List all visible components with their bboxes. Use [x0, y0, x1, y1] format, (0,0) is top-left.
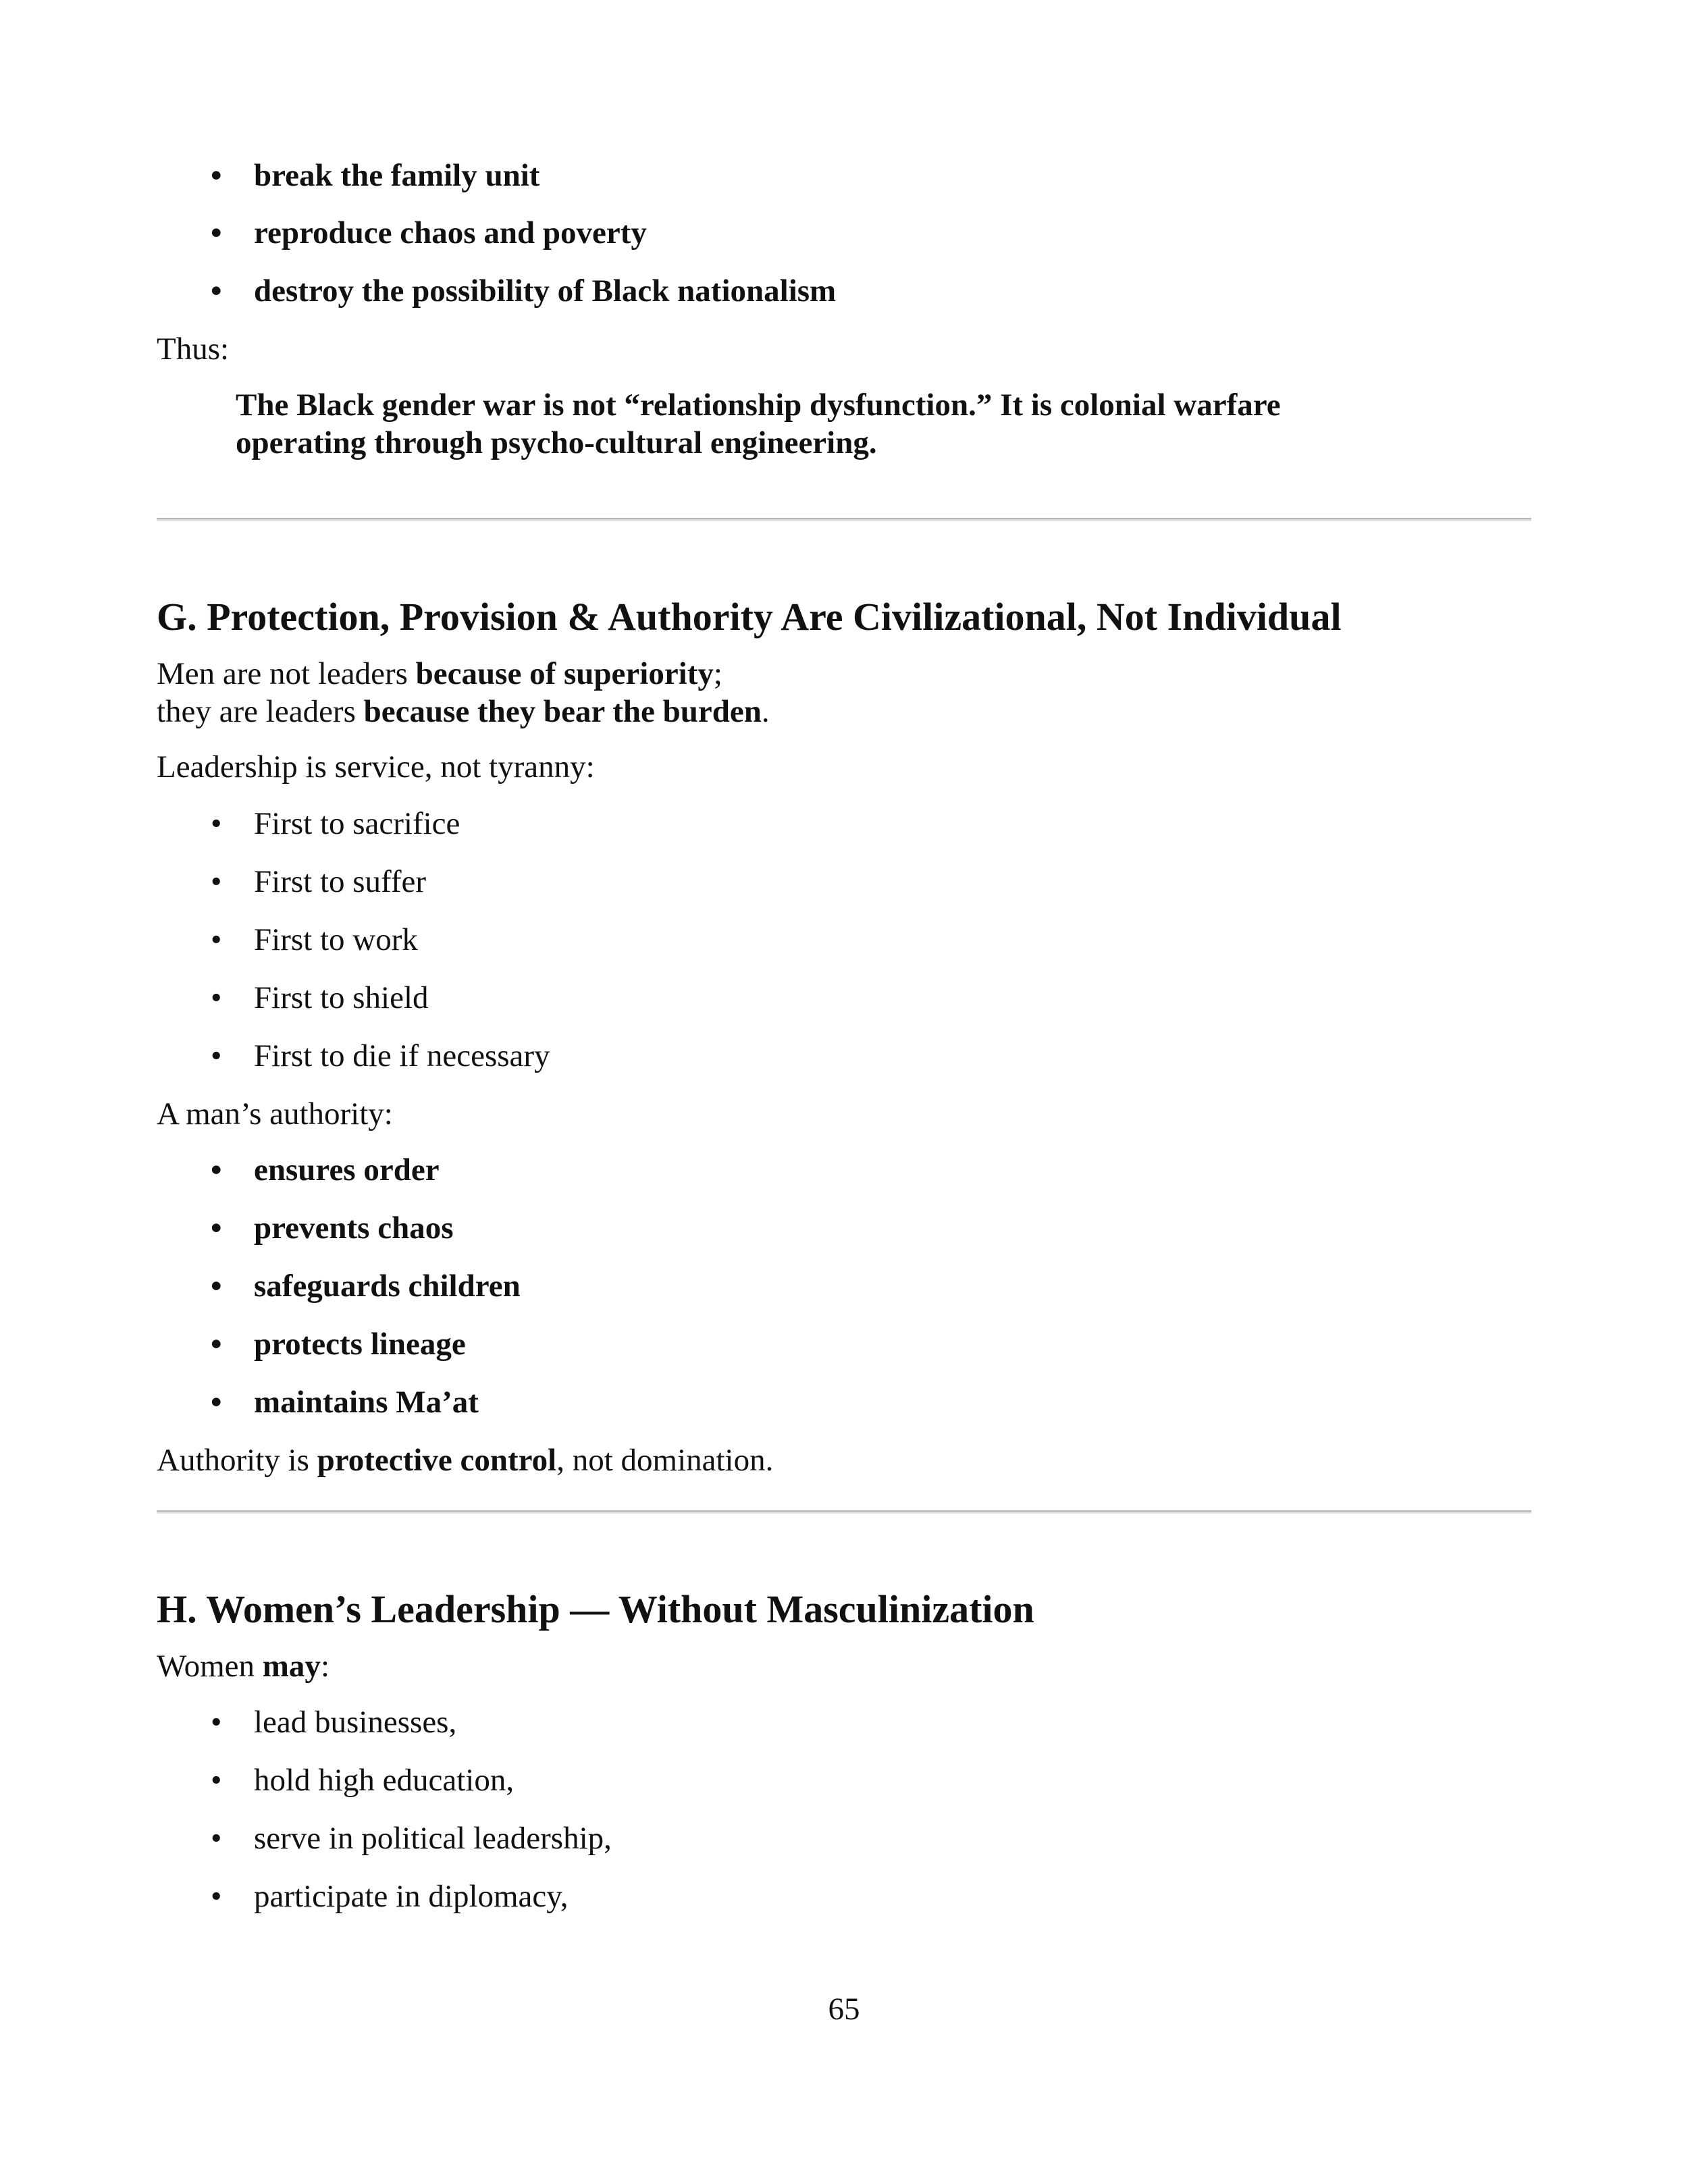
- section-g-line-1: [157, 655, 722, 693]
- bullet-icon: •: [211, 158, 222, 193]
- bullet-icon: •: [211, 922, 222, 957]
- list-item-text: First to die if necessary: [254, 1038, 550, 1073]
- page-number: 65: [828, 1992, 860, 2027]
- line-1-prefix: Men are not leaders: [157, 656, 416, 691]
- bullet-icon: •: [211, 1152, 222, 1188]
- bullet-icon: •: [211, 806, 222, 841]
- bullet-icon: •: [211, 273, 222, 309]
- list-item-text: safeguards children: [254, 1269, 521, 1304]
- bullet-icon: •: [211, 1705, 222, 1740]
- section-g-heading: G. Protection, Provision & Authority Are Civilizational, Not Individual: [157, 595, 1342, 639]
- list-item-text: participate in diplomacy,: [254, 1879, 569, 1914]
- bullet-icon: •: [211, 980, 222, 1015]
- bullet-icon: •: [211, 1327, 222, 1362]
- line-1-emphasis: because of superiority: [415, 656, 714, 691]
- women-intro: [157, 1647, 329, 1685]
- line-2-suffix: .: [761, 694, 770, 729]
- bullet-icon: •: [211, 1269, 222, 1304]
- bullet-icon: •: [211, 215, 222, 250]
- bullet-icon: •: [211, 864, 222, 899]
- bullet-icon: •: [211, 1879, 222, 1914]
- list-item-text: First to work: [254, 922, 418, 957]
- intro-prefix: Women: [157, 1649, 263, 1684]
- closing-emphasis: protective control: [317, 1443, 557, 1478]
- bullet-icon: •: [211, 1210, 222, 1246]
- list-item-text: First to suffer: [254, 864, 427, 899]
- section-divider: [157, 518, 1531, 521]
- authority-closing: [157, 1441, 773, 1479]
- intro-suffix: :: [320, 1649, 329, 1684]
- closing-suffix: , not domination.: [556, 1443, 774, 1478]
- intro-emphasis: may: [262, 1649, 321, 1684]
- block-quote-line-2: operating through psycho-cultural engineering.: [236, 425, 877, 460]
- list-item-text: First to sacrifice: [254, 806, 460, 841]
- list-item-text: ensures order: [254, 1152, 440, 1188]
- section-g-line-2: [157, 693, 770, 730]
- line-2-prefix: they are leaders: [157, 694, 364, 729]
- bullet-icon: •: [211, 1821, 222, 1856]
- thus-label: Thus:: [157, 331, 230, 367]
- block-quote-line-1: The Black gender war is not “relationship dysfunction.” It is colonial warfare: [236, 388, 1281, 423]
- closing-prefix: Authority is: [157, 1443, 317, 1478]
- list-item-text: destroy the possibility of Black nationalism: [254, 273, 837, 309]
- authority-intro: A man’s authority:: [157, 1096, 393, 1131]
- bullet-icon: •: [211, 1763, 222, 1798]
- section-h-heading: H. Women’s Leadership — Without Masculinization: [157, 1587, 1034, 1631]
- bullet-icon: •: [211, 1038, 222, 1073]
- line-2-emphasis: because they bear the burden: [363, 694, 762, 729]
- line-1-suffix: ;: [713, 656, 722, 691]
- bullet-icon: •: [211, 1385, 222, 1420]
- list-item-text: protects lineage: [254, 1327, 466, 1362]
- list-item-text: serve in political leadership,: [254, 1821, 612, 1856]
- list-item-text: maintains Ma’at: [254, 1385, 479, 1420]
- list-item-text: First to shield: [254, 980, 429, 1015]
- section-divider: [157, 1510, 1531, 1514]
- list-item-text: break the family unit: [254, 158, 540, 193]
- list-item-text: prevents chaos: [254, 1210, 454, 1246]
- list-item-text: hold high education,: [254, 1763, 515, 1798]
- list-item-text: lead businesses,: [254, 1705, 457, 1740]
- list-item-text: reproduce chaos and poverty: [254, 215, 647, 250]
- leadership-intro: Leadership is service, not tyranny:: [157, 749, 595, 784]
